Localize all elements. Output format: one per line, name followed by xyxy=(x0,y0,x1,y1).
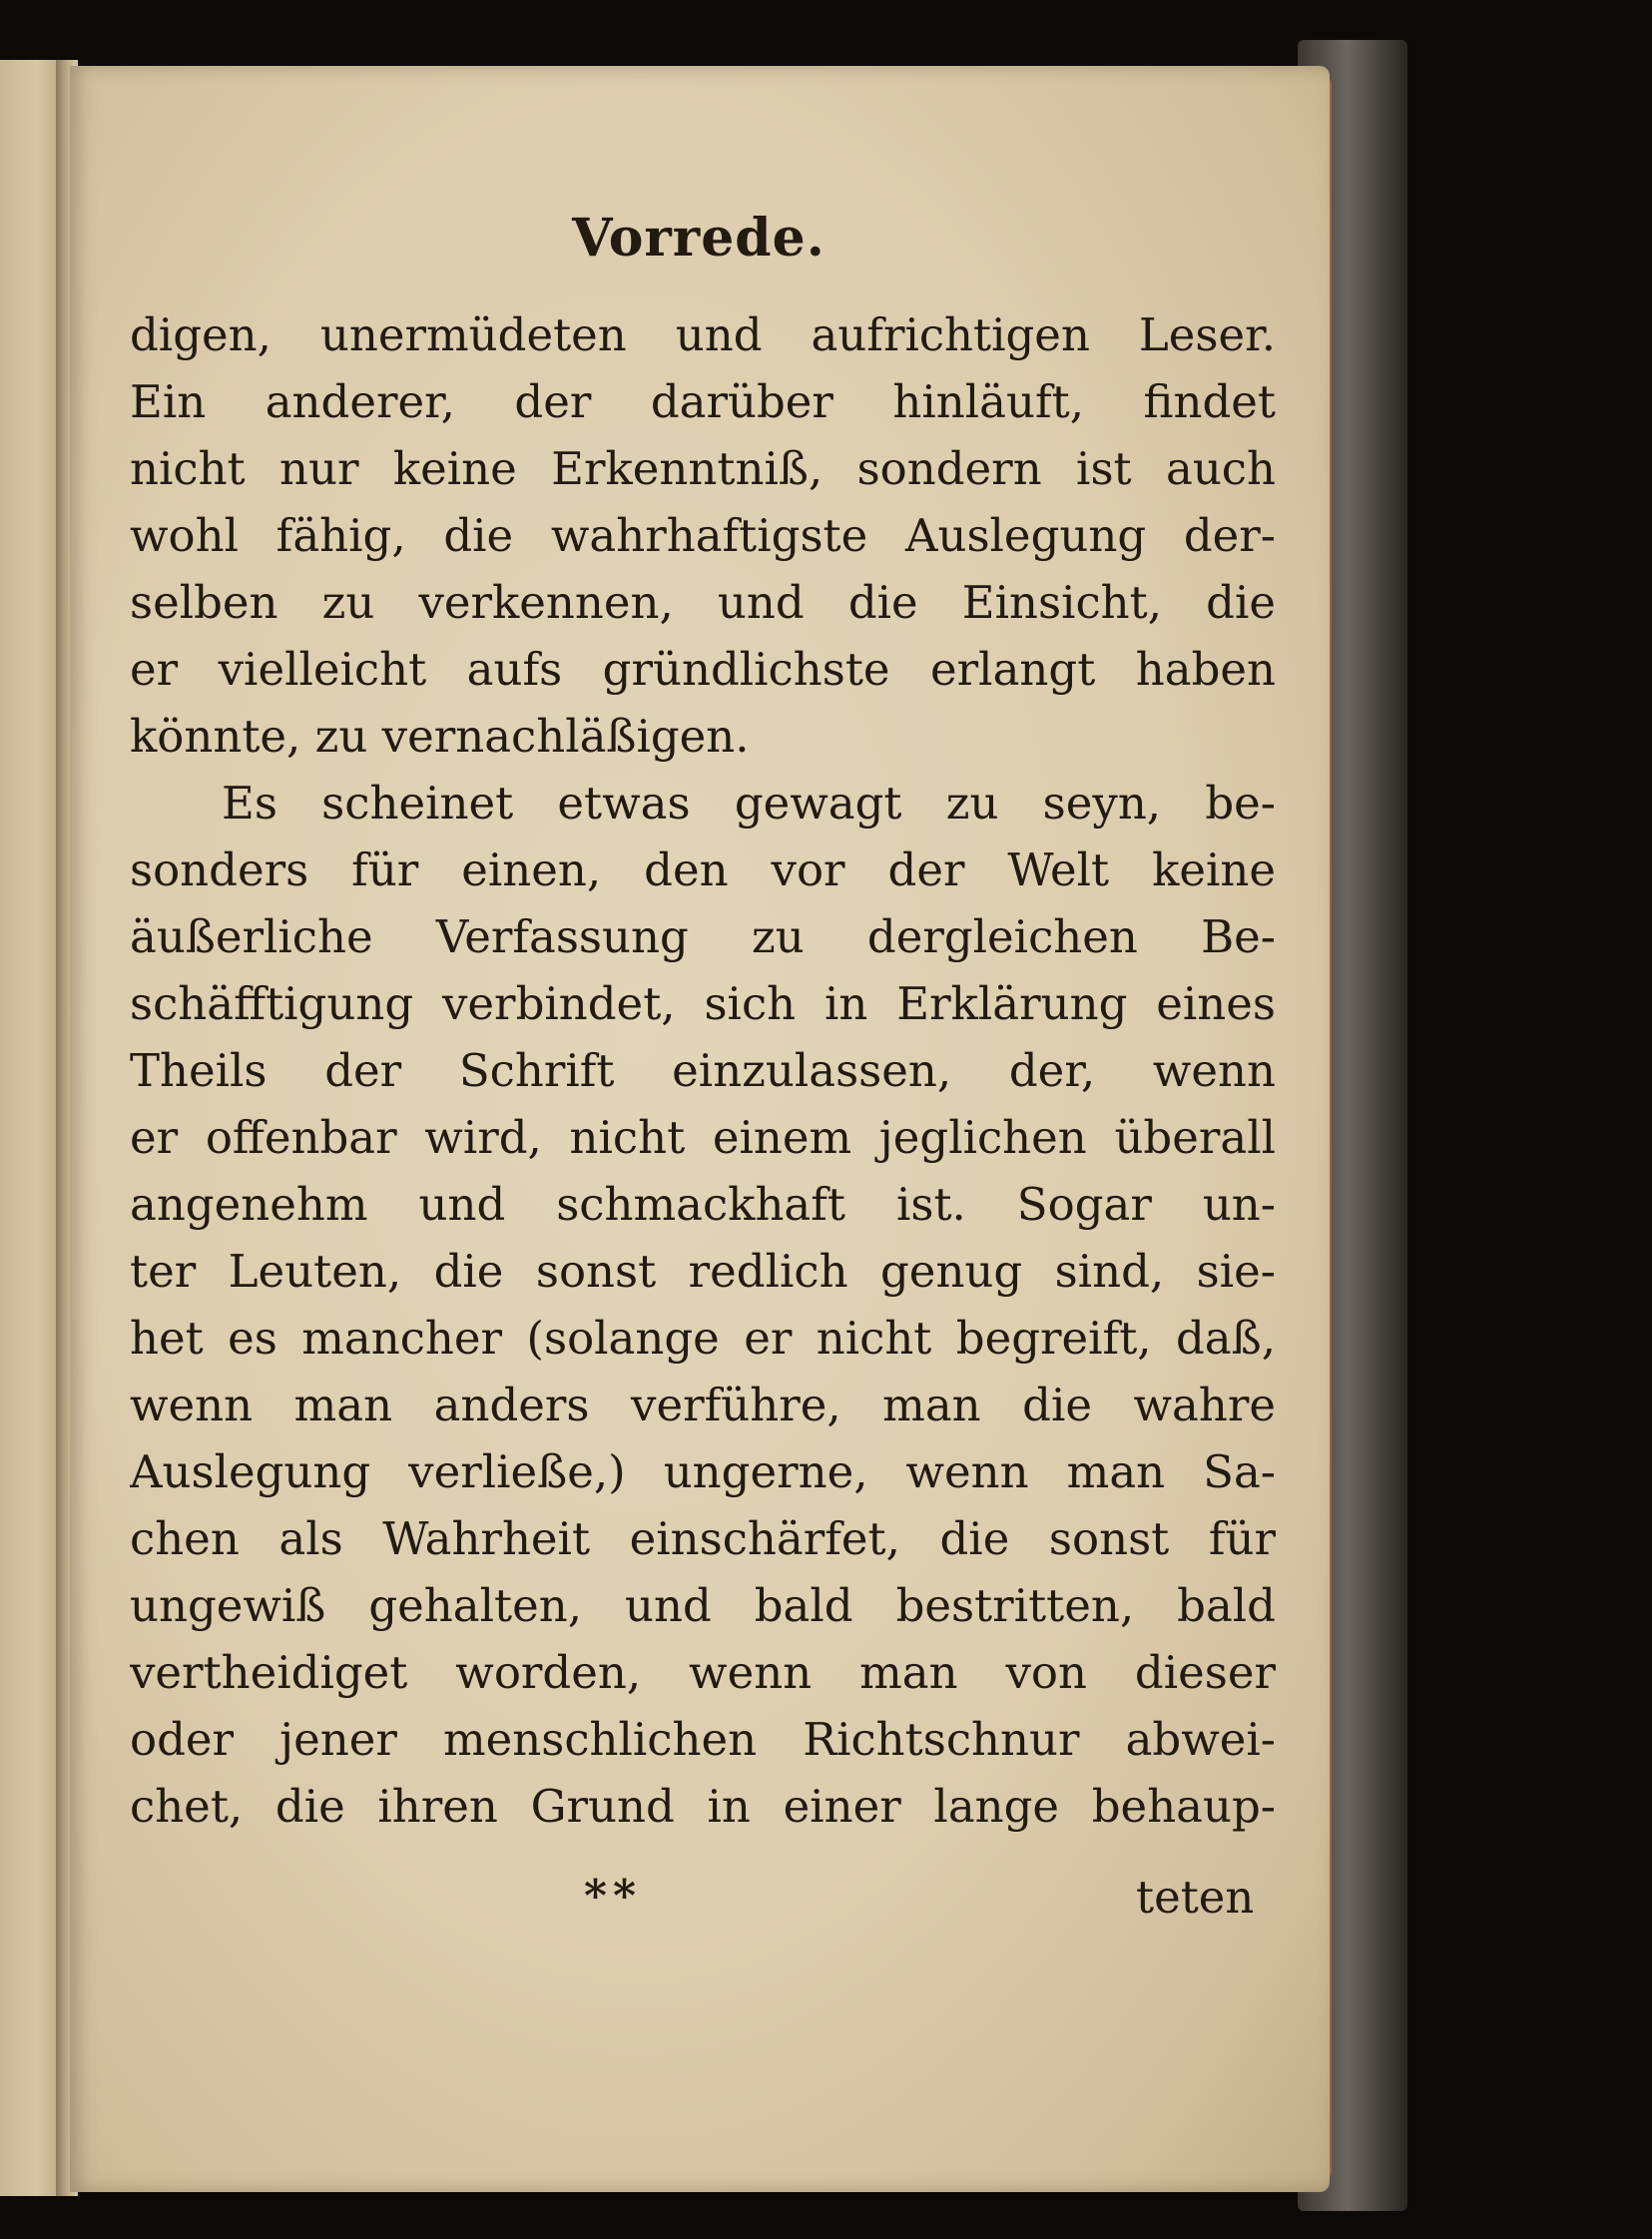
text-line: er offenbar wird, nicht einem jeglichen überall xyxy=(130,1111,1276,1164)
text-line: vertheidiget worden, wenn man von dieser xyxy=(130,1646,1276,1699)
text-line: Es scheinet etwas gewagt zu seyn, be- xyxy=(222,777,1276,830)
text-line: wohl fähig, die wahrhaftigste Auslegung der- xyxy=(130,509,1276,562)
text-line: angenehm und schmackhaft ist. Sogar un- xyxy=(130,1178,1276,1231)
text-line: Auslegung verließe,) ungerne, wenn man Sa- xyxy=(130,1445,1276,1498)
text-line: schäfftigung verbindet, sich in Erklärung eines xyxy=(130,977,1276,1030)
text-line: wenn man anders verführe, man die wahre xyxy=(130,1379,1276,1431)
text-line: chet, die ihren Grund in einer lange behaup- xyxy=(130,1780,1276,1833)
text-line: Ein anderer, der darüber hinläuft, findet xyxy=(130,375,1276,428)
text-line: nicht nur keine Erkenntniß, sondern ist auch xyxy=(130,442,1276,495)
running-head: Vorrede. xyxy=(572,208,826,269)
text-line: selben zu verkennen, und die Einsicht, die xyxy=(130,576,1276,629)
text-line: oder jener menschlichen Richtschnur abwei- xyxy=(130,1713,1276,1766)
book-page xyxy=(70,66,1330,2192)
text-line: könnte, zu vernachläßigen. xyxy=(130,710,750,763)
text-line: ter Leuten, die sonst redlich genug sind, sie- xyxy=(130,1245,1276,1298)
text-line: het es mancher (solange er nicht begreift, daß, xyxy=(130,1312,1276,1365)
text-line: er vielleicht aufs gründlichste erlangt haben xyxy=(130,643,1276,696)
text-line: äußerliche Verfassung zu dergleichen Be- xyxy=(130,910,1276,963)
previous-page-edge xyxy=(0,60,62,2196)
catchword: teten xyxy=(1136,1871,1255,1924)
body-text xyxy=(130,301,1276,1840)
text-line: ungewiß gehalten, und bald bestritten, bald xyxy=(130,1579,1276,1632)
signature-mark: ** xyxy=(584,1871,643,1922)
text-line: sonders für einen, den vor der Welt keine xyxy=(130,843,1276,896)
text-line: Theils der Schrift einzulassen, der, wenn xyxy=(130,1044,1276,1097)
text-line: chen als Wahrheit einschärfet, die sonst für xyxy=(130,1512,1276,1565)
text-line: digen, unermüdeten und aufrichtigen Leser. xyxy=(130,308,1276,361)
